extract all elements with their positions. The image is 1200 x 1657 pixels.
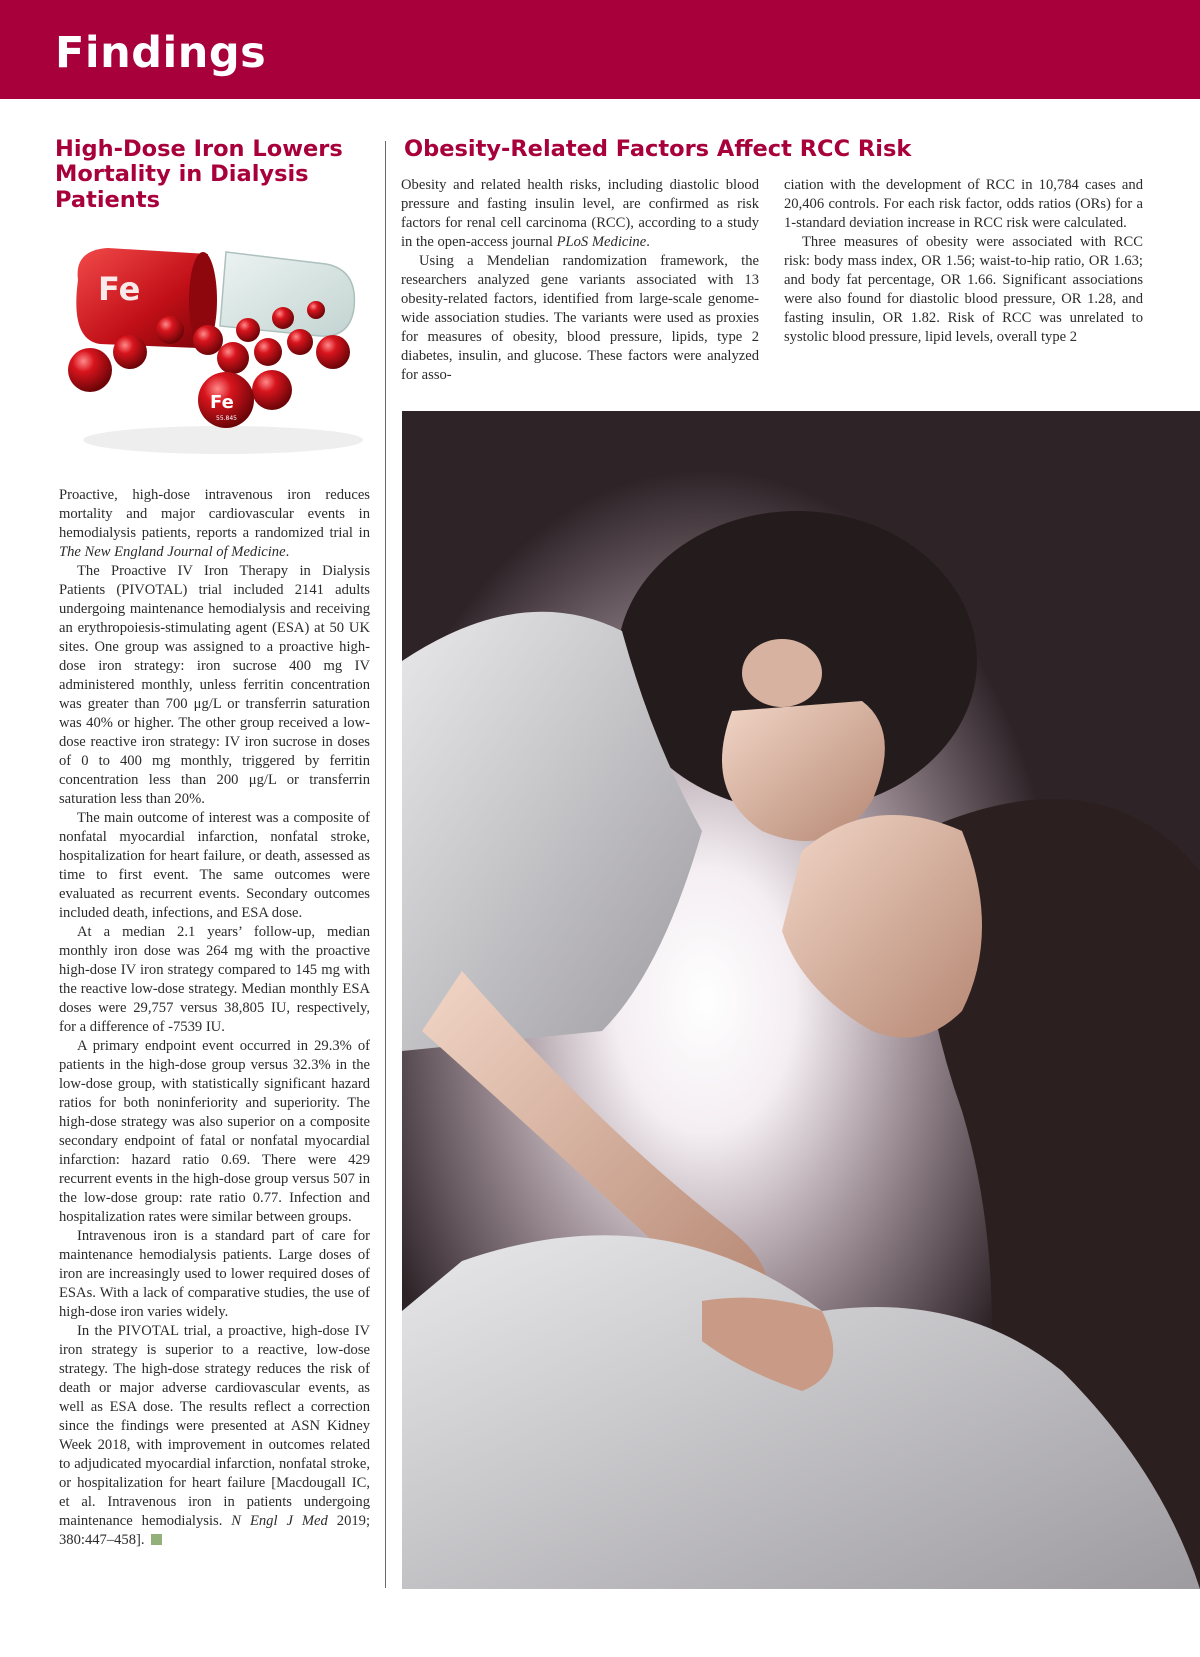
right-article-headline: Obesity-Related Factors Affect RCC Risk [404,136,912,162]
paragraph: The main outcome of interest was a composite of nonfatal myocardial infarction, nonfatal stroke, hospitalization for heart failure, or death, assessed as time to first event. The same outcomes were evaluated as recurrent events. Secondary outcomes included death, infections, and ESA dose. [59,810,370,921]
column-divider [385,141,386,1588]
section-title: Findings [55,28,267,78]
paragraph: Three measures of obesity were associated with RCC risk: body mass index, OR 1.56; waist-to-hip ratio, OR 1.63; and body fat percentage, OR 1.66. Significant associations were also found for diastolic blood pressure, OR 1.28, and fasting insulin, OR 1.82. Risk of RCC was unrelated to systolic blood pressure, lipid levels, overall type 2 [784,234,1143,345]
end-of-article-mark [151,1534,162,1545]
fe-atomic-mass: 55.845 [216,415,237,422]
fe-label-ball: Fe [210,392,234,413]
paragraph: The Proactive IV Iron Therapy in Dialysis Patients (PIVOTAL) trial included 2141 adults undergoing maintenance hemodialysis and receiving an erythropoiesis-stimulating agent (ESA) at 50 UK sites. One group was assigned to a proactive high-dose iron strategy: iron sucrose 400 mg IV administered monthly, unless ferritin concentration was greater than 700 μg/L or transferrin saturation was 40% or higher. The other group received a low-dose reactive iron strategy: IV iron sucrose in doses of 0 to 400 mg monthly, triggered by ferritin concentration less than 200 μg/L or transferrin saturation less than 20%. [59,563,370,807]
paragraph: In the PIVOTAL trial, a proactive, high-dose IV iron strategy is superior to a reactive, low-dose strategy. The high-dose strategy reduces the risk of death or major adverse cardiovascular events, as well as ESA dose. The results reflect a correction since the findings were presented at ASN Kidney Week 2018, with improvement in outcomes related to adjudicated myocardial infarction, nonfatal stroke, or hospitalization for heart failure [Macdougall IC, et al. Intravenous iron in patients undergoing maintenance hemodialysis. N Engl J Med 2019; 380:447–458]. [59,1323,371,1548]
fe-label-capsule: Fe [98,270,141,308]
paragraph: Obesity and related health risks, including diastolic blood pressure and fasting insulin level, are confirmed as risk factors for renal cell carcinoma (RCC), according to a study in the open-access journal PLoS Medicine. [401,177,759,250]
right-article-column-2 [784,176,1143,347]
paragraph: At a median 2.1 years’ follow-up, median monthly iron dose was 264 mg with the proactive high-dose IV iron strategy compared to 145 mg with the reactive low-dose strategy. Median monthly ESA doses were 29,757 versus 38,805 IU, respectively, for a difference of -7539 IU. [59,924,370,1035]
iron-capsule-illustration [58,240,378,460]
left-article-body [59,486,370,1550]
paragraph: Using a Mendelian randomization framework, the researchers analyzed gene variants associated with 13 obesity-related factors, identified from large-scale genome-wide association studies. The variants were used as proxies for measures of obesity, blood pressure, lipids, type 2 diabetes, insulin, and glucose. These factors were analyzed for asso- [401,253,759,383]
right-article-column-1 [401,176,759,385]
paragraph: Intravenous iron is a standard part of care for maintenance hemodialysis patients. Large doses of iron are increasingly used to lower required doses of ESAs. With a lack of comparative studies, the use of high-dose iron varies widely. [59,1228,370,1320]
paragraph: A primary endpoint event occurred in 29.3% of patients in the high-dose group versus 32.3% in the low-dose group, with statistically significant hazard ratios for both noninferiority and superiority. The high-dose strategy was also superior on a composite secondary endpoint of fatal or nonfatal myocardial infarction: hazard ratio 0.69. There were 429 recurrent events in the high-dose group versus 507 in the low-dose group: rate ratio 0.77. Infection and hospitalization rates were similar between groups. [59,1038,370,1225]
header-banner [0,0,1200,99]
left-article-headline: High-Dose Iron Lowers Mortality in Dialysis Patients [55,136,343,213]
paragraph: Proactive, high-dose intravenous iron reduces mortality and major cardiovascular events in hemodialysis patients, reports a randomized trial in The New England Journal of Medicine. [59,487,370,560]
paragraph: ciation with the development of RCC in 10,784 cases and 20,406 controls. For each risk factor, odds ratios (ORs) for a 1-standard deviation increase in RCC risk were calculated. [784,177,1143,231]
mother-child-photo [402,411,1200,1589]
